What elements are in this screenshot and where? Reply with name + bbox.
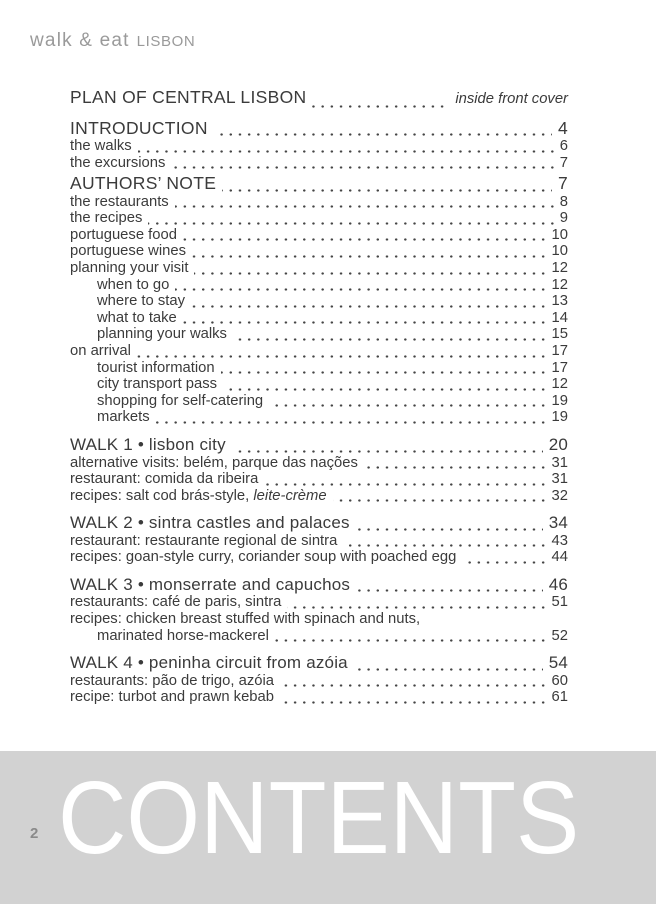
toc-label: when to go [97, 277, 175, 294]
contents-banner-title: CONTENTS [58, 760, 580, 875]
toc-label: on arrival [70, 343, 137, 360]
toc-page: 34 [543, 513, 568, 533]
toc-page: 54 [543, 653, 568, 673]
toc-row [70, 227, 568, 244]
brand-edition: LISBON [136, 33, 196, 50]
toc-label: marinated horse-mackerel [97, 628, 275, 645]
toc-row [70, 435, 568, 455]
toc-page: 43 [546, 533, 568, 550]
toc-page: 15 [546, 326, 568, 343]
toc-row [70, 513, 568, 533]
toc-group-introduction [70, 119, 568, 427]
toc-row [70, 488, 568, 505]
toc-page: 19 [546, 409, 568, 426]
toc-label: shopping for self-catering [97, 393, 269, 410]
toc-label: recipes: goan-style curry, coriander soup with poached egg [70, 549, 462, 566]
toc-label: portuguese food [70, 227, 183, 244]
toc-row [70, 243, 568, 260]
toc-page: 51 [546, 594, 568, 611]
toc-page: inside front cover [449, 90, 568, 110]
toc-row [70, 326, 568, 343]
toc-page: 52 [546, 628, 568, 645]
toc-page: 13 [546, 293, 568, 310]
toc-group-walk3 [70, 575, 568, 644]
toc-row [70, 376, 568, 393]
toc-row [70, 594, 568, 611]
toc-page: 9 [554, 210, 568, 227]
toc-label: portuguese wines [70, 243, 192, 260]
toc-page: 44 [546, 549, 568, 566]
toc-page: 6 [554, 138, 568, 155]
page-number: 2 [30, 825, 39, 842]
toc-label: where to stay [97, 293, 191, 310]
toc-page: 14 [546, 310, 568, 327]
toc-label: city transport pass [97, 376, 223, 393]
toc-label-text: recipes: salt cod brás-style, [70, 487, 254, 504]
toc-page: 4 [552, 119, 568, 139]
toc-page: 7 [552, 174, 568, 194]
toc-group-walk1 [70, 435, 568, 504]
toc-row [70, 471, 568, 488]
brand-title: walk & eat [30, 30, 130, 51]
toc-label: planning your walks [97, 326, 233, 343]
toc-row [70, 549, 568, 566]
toc-page: 31 [546, 455, 568, 472]
toc-group-walk4 [70, 653, 568, 706]
toc-page: 32 [546, 488, 568, 505]
toc-row [70, 155, 568, 172]
toc-label: WALK 1 • lisbon city [70, 435, 232, 455]
toc-row [70, 611, 568, 628]
toc-label: the recipes [70, 210, 148, 227]
toc-group-plan [70, 88, 568, 110]
toc-page: 12 [546, 277, 568, 294]
toc-row [70, 393, 568, 410]
toc-label: WALK 4 • peninha circuit from azóia [70, 653, 354, 673]
toc-row [70, 409, 568, 426]
toc-page: 17 [546, 360, 568, 377]
toc-page: 17 [546, 343, 568, 360]
toc-row [70, 277, 568, 294]
toc-label-italic: leite-crème [253, 487, 327, 504]
toc-row [70, 88, 568, 110]
toc-row [70, 138, 568, 155]
toc-row [70, 260, 568, 277]
toc-label: recipe: turbot and prawn kebab [70, 689, 280, 706]
toc-label: PLAN OF CENTRAL LISBON [70, 88, 312, 108]
toc-label: what to take [97, 310, 183, 327]
toc-label: WALK 3 • monserrate and capuchos [70, 575, 356, 595]
toc-page: 12 [546, 260, 568, 277]
book-brand [30, 30, 656, 52]
toc-page: 61 [546, 689, 568, 706]
toc-row [70, 343, 568, 360]
toc-row [70, 210, 568, 227]
toc-label: markets [97, 409, 156, 426]
toc-row [70, 673, 568, 690]
toc-label: the walks [70, 138, 138, 155]
toc-label: the excursions [70, 155, 171, 172]
table-of-contents [70, 88, 568, 706]
toc-label: restaurants: café de paris, sintra [70, 594, 287, 611]
toc-row [70, 360, 568, 377]
toc-label: recipes: chicken breast stuffed with spinach and nuts, [70, 611, 426, 628]
toc-label: restaurant: comida da ribeira [70, 471, 264, 488]
toc-label [70, 488, 333, 505]
toc-row [70, 689, 568, 706]
toc-page: 46 [543, 575, 568, 595]
toc-page: 12 [546, 376, 568, 393]
toc-row [70, 628, 568, 645]
toc-row [70, 119, 568, 139]
toc-label: planning your visit [70, 260, 194, 277]
toc-row [70, 194, 568, 211]
toc-label: restaurant: restaurante regional de sintra [70, 533, 343, 550]
toc-label: restaurants: pão de trigo, azóia [70, 673, 280, 690]
toc-group-walk2 [70, 513, 568, 566]
toc-row [70, 575, 568, 595]
toc-page: 10 [546, 243, 568, 260]
toc-page: 10 [546, 227, 568, 244]
footer-band [0, 751, 656, 904]
toc-page: 60 [546, 673, 568, 690]
toc-page: 19 [546, 393, 568, 410]
toc-label: AUTHORS’ NOTE [70, 174, 222, 194]
toc-page: 8 [554, 194, 568, 211]
toc-row [70, 653, 568, 673]
toc-row [70, 310, 568, 327]
toc-row [70, 455, 568, 472]
toc-label: WALK 2 • sintra castles and palaces [70, 513, 356, 533]
toc-page: 20 [543, 435, 568, 455]
toc-row [70, 533, 568, 550]
toc-row [70, 293, 568, 310]
toc-label: INTRODUCTION [70, 119, 214, 139]
toc-page: 7 [554, 155, 568, 172]
toc-label: tourist information [97, 360, 221, 377]
toc-page: 31 [546, 471, 568, 488]
page-header [0, 0, 656, 52]
toc-label: the restaurants [70, 194, 175, 211]
toc-row [70, 174, 568, 194]
toc-label: alternative visits: belém, parque das nações [70, 455, 364, 472]
